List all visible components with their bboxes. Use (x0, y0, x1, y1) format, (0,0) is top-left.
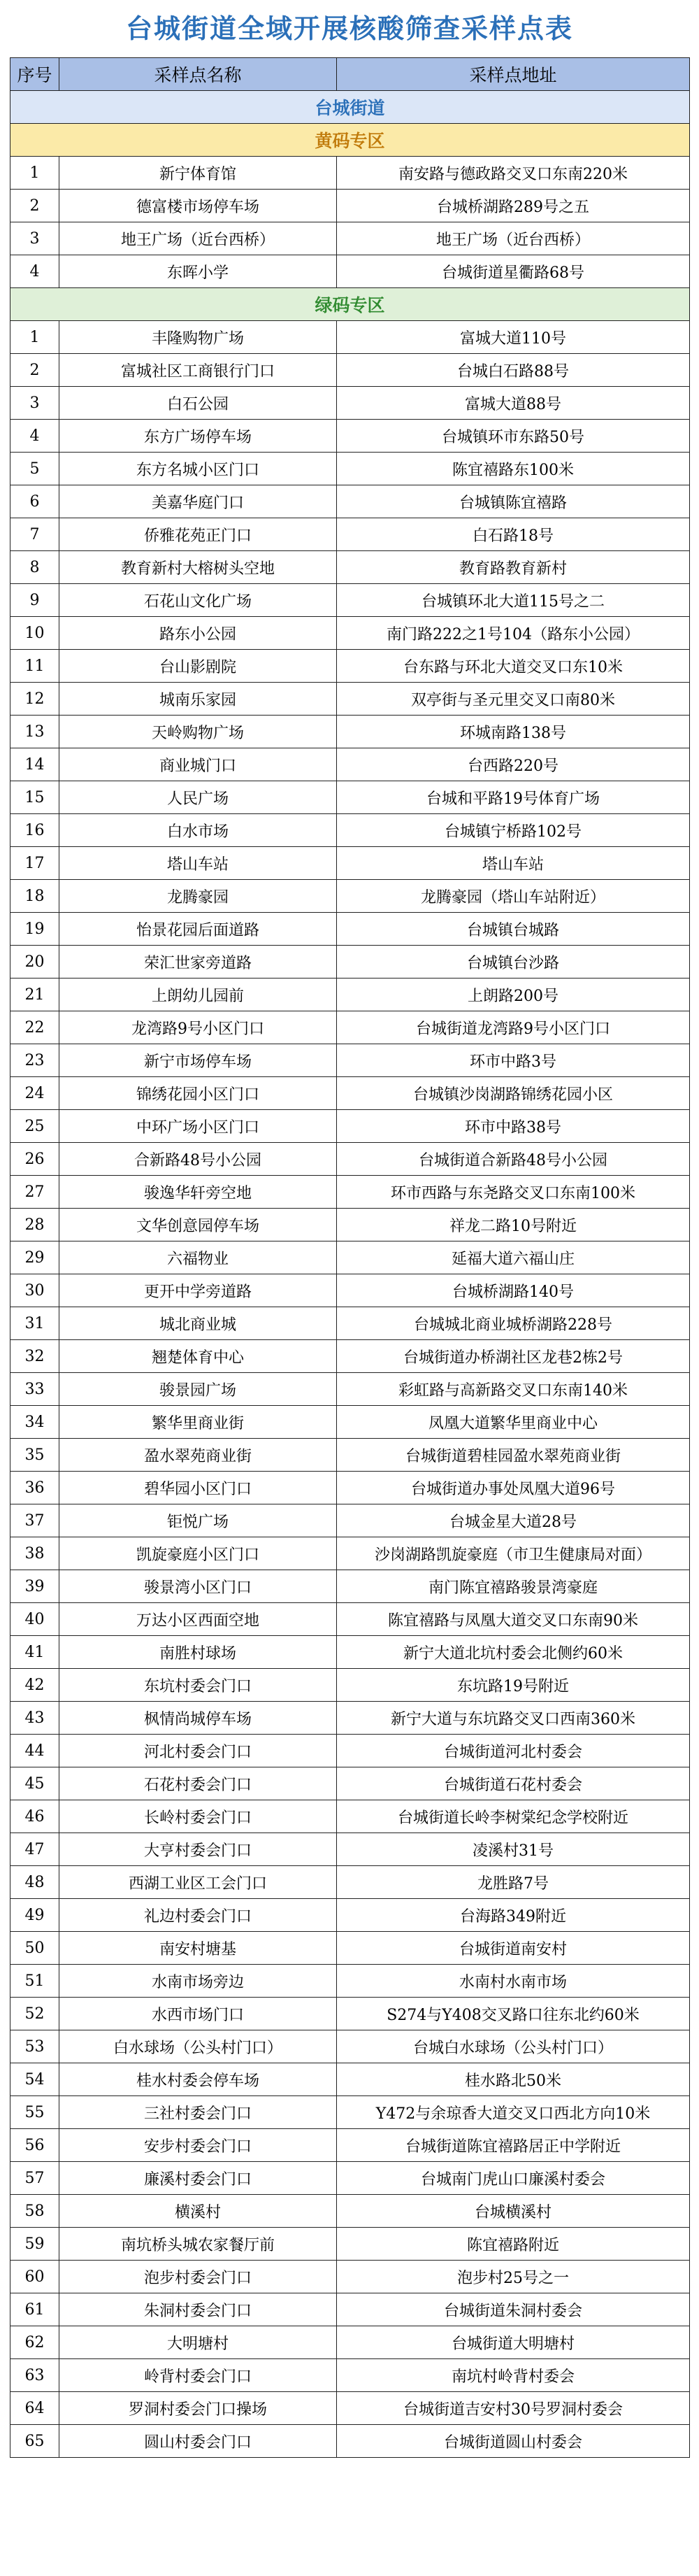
table-row (10, 2096, 690, 2129)
row-index: 33 (10, 1373, 59, 1406)
table-row (10, 1767, 690, 1800)
table-row (10, 1209, 690, 1241)
row-index: 29 (10, 1241, 59, 1274)
table-row (10, 157, 690, 190)
table-row (10, 1735, 690, 1767)
row-index: 57 (10, 2162, 59, 2195)
site-address: 上朗路200号 (337, 979, 690, 1011)
table-row (10, 1702, 690, 1735)
row-index: 48 (10, 1866, 59, 1899)
site-name: 长岭村委会门口 (59, 1800, 337, 1833)
site-name: 东方名城小区门口 (59, 453, 337, 485)
row-index: 3 (10, 222, 59, 255)
site-name: 石花山文化广场 (59, 584, 337, 617)
site-address: 台城镇沙岗湖路锦绣花园小区 (337, 1077, 690, 1110)
table-row (10, 1176, 690, 1209)
table-row (10, 2326, 690, 2359)
row-index: 60 (10, 2261, 59, 2293)
site-name: 钜悦广场 (59, 1504, 337, 1537)
zone-row-yellow (10, 124, 690, 157)
row-index: 55 (10, 2096, 59, 2129)
row-index: 52 (10, 1998, 59, 2030)
site-name: 廉溪村委会门口 (59, 2162, 337, 2195)
row-index: 34 (10, 1406, 59, 1439)
row-index: 51 (10, 1965, 59, 1998)
site-name: 岭背村委会门口 (59, 2359, 337, 2392)
table-row (10, 2261, 690, 2293)
site-address: 教育路教育新村 (337, 551, 690, 584)
table-row (10, 650, 690, 683)
row-index: 27 (10, 1176, 59, 1209)
site-name: 罗洞村委会门口操场 (59, 2392, 337, 2425)
row-index: 5 (10, 453, 59, 485)
zone-label: 绿码专区 (10, 288, 690, 321)
site-name: 教育新村大榕树头空地 (59, 551, 337, 584)
table-row (10, 387, 690, 420)
row-index: 36 (10, 1472, 59, 1504)
site-name: 上朗幼儿园前 (59, 979, 337, 1011)
site-name: 安步村委会门口 (59, 2129, 337, 2162)
table-row (10, 1274, 690, 1307)
row-index: 40 (10, 1603, 59, 1636)
site-name: 塔山车站 (59, 847, 337, 880)
site-name: 万达小区西面空地 (59, 1603, 337, 1636)
table-row (10, 321, 690, 354)
table-row (10, 1603, 690, 1636)
row-index: 4 (10, 255, 59, 288)
site-address: 台城金星大道28号 (337, 1504, 690, 1537)
row-index: 49 (10, 1899, 59, 1932)
site-name: 锦绣花园小区门口 (59, 1077, 337, 1110)
row-index: 56 (10, 2129, 59, 2162)
site-address: 新宁大道与东坑路交叉口西南360米 (337, 1702, 690, 1735)
site-name: 更开中学旁道路 (59, 1274, 337, 1307)
site-name: 骏景湾小区门口 (59, 1570, 337, 1603)
table-row (10, 1833, 690, 1866)
site-address: 富城大道110号 (337, 321, 690, 354)
site-name: 河北村委会门口 (59, 1735, 337, 1767)
site-address: 台城街道办桥湖社区龙巷2栋2号 (337, 1340, 690, 1373)
row-index: 23 (10, 1044, 59, 1077)
site-name: 荣汇世家旁道路 (59, 946, 337, 979)
site-address: 陈宜禧路东100米 (337, 453, 690, 485)
row-index: 24 (10, 1077, 59, 1110)
row-index: 16 (10, 814, 59, 847)
table-row (10, 1241, 690, 1274)
table-row (10, 979, 690, 1011)
site-name: 怡景花园后面道路 (59, 913, 337, 946)
row-index: 10 (10, 617, 59, 650)
site-name: 六福物业 (59, 1241, 337, 1274)
site-name: 西湖工业区工会门口 (59, 1866, 337, 1899)
site-address: 南门路222之1号104（路东小公园） (337, 617, 690, 650)
site-address: 环市西路与东尧路交叉口东南100米 (337, 1176, 690, 1209)
site-name: 大亨村委会门口 (59, 1833, 337, 1866)
row-index: 8 (10, 551, 59, 584)
site-address: S274与Y408交叉路口往东北约60米 (337, 1998, 690, 2030)
sampling-sites-table (10, 57, 690, 2458)
row-index: 39 (10, 1570, 59, 1603)
site-name: 东晖小学 (59, 255, 337, 288)
site-name: 石花村委会门口 (59, 1767, 337, 1800)
row-index: 61 (10, 2293, 59, 2326)
row-index: 21 (10, 979, 59, 1011)
zone-row-green (10, 288, 690, 321)
table-row (10, 1439, 690, 1472)
site-address: 台城桥湖路289号之五 (337, 190, 690, 222)
site-address: 龙腾豪园（塔山车站附近） (337, 880, 690, 913)
site-address: 新宁大道北坑村委会北侧约60米 (337, 1636, 690, 1669)
site-name: 东坑村委会门口 (59, 1669, 337, 1702)
site-address: 台城镇台城路 (337, 913, 690, 946)
table-row (10, 1965, 690, 1998)
site-address: 台城镇陈宜禧路 (337, 485, 690, 518)
site-name: 南胜村球场 (59, 1636, 337, 1669)
table-row (10, 2030, 690, 2063)
site-name: 新宁市场停车场 (59, 1044, 337, 1077)
site-address: 凤凰大道繁华里商业中心 (337, 1406, 690, 1439)
row-index: 9 (10, 584, 59, 617)
row-index: 62 (10, 2326, 59, 2359)
site-address: 台城街道石花村委会 (337, 1767, 690, 1800)
site-address: 台城街道长岭李树棠纪念学校附近 (337, 1800, 690, 1833)
header-row (10, 58, 690, 91)
site-address: 台城白石路88号 (337, 354, 690, 387)
site-address: 水南村水南市场 (337, 1965, 690, 1998)
site-address: 台东路与环北大道交叉口东10米 (337, 650, 690, 683)
table-row (10, 1636, 690, 1669)
site-address: 台城街道吉安村30号罗洞村委会 (337, 2392, 690, 2425)
site-address: 南坑村岭背村委会 (337, 2359, 690, 2392)
row-index: 2 (10, 354, 59, 387)
row-index: 18 (10, 880, 59, 913)
site-address: 环市中路3号 (337, 1044, 690, 1077)
row-index: 59 (10, 2228, 59, 2261)
site-name: 合新路48号小公园 (59, 1143, 337, 1176)
row-index: 13 (10, 716, 59, 748)
site-name: 台山影剧院 (59, 650, 337, 683)
site-name: 丰隆购物广场 (59, 321, 337, 354)
site-address: 沙岗湖路凯旋豪庭（市卫生健康局对面） (337, 1537, 690, 1570)
table-row (10, 354, 690, 387)
site-name: 侨雅花苑正门口 (59, 518, 337, 551)
site-name: 凯旋豪庭小区门口 (59, 1537, 337, 1570)
table-row (10, 617, 690, 650)
site-name: 地王广场（近台西桥） (59, 222, 337, 255)
row-index: 47 (10, 1833, 59, 1866)
table-row (10, 814, 690, 847)
table-row (10, 1307, 690, 1340)
row-index: 3 (10, 387, 59, 420)
row-index: 30 (10, 1274, 59, 1307)
site-address: 台城街道朱洞村委会 (337, 2293, 690, 2326)
row-index: 26 (10, 1143, 59, 1176)
zone-label: 黄码专区 (10, 124, 690, 157)
table-row (10, 946, 690, 979)
table-row (10, 485, 690, 518)
table-row (10, 2228, 690, 2261)
row-index: 63 (10, 2359, 59, 2392)
row-index: 25 (10, 1110, 59, 1143)
site-name: 中环广场小区门口 (59, 1110, 337, 1143)
site-address: 台城街道合新路48号小公园 (337, 1143, 690, 1176)
table-row (10, 716, 690, 748)
row-index: 65 (10, 2425, 59, 2458)
header-name: 采样点名称 (59, 58, 337, 91)
site-name: 龙湾路9号小区门口 (59, 1011, 337, 1044)
row-index: 50 (10, 1932, 59, 1965)
table-row (10, 1110, 690, 1143)
table-row (10, 1504, 690, 1537)
site-name: 白水市场 (59, 814, 337, 847)
table-row (10, 1998, 690, 2030)
site-address: 台城和平路19号体育广场 (337, 781, 690, 814)
site-address: 台城镇环北大道115号之二 (337, 584, 690, 617)
row-index: 7 (10, 518, 59, 551)
table-row (10, 222, 690, 255)
site-name: 盈水翠苑商业街 (59, 1439, 337, 1472)
site-address: 祥龙二路10号附近 (337, 1209, 690, 1241)
site-address: 桂水路北50米 (337, 2063, 690, 2096)
site-address: 环城南路138号 (337, 716, 690, 748)
site-address: 陈宜禧路与凤凰大道交叉口东南90米 (337, 1603, 690, 1636)
site-address: 龙胜路7号 (337, 1866, 690, 1899)
site-name: 桂水村委会停车场 (59, 2063, 337, 2096)
site-name: 南坑桥头城农家餐厅前 (59, 2228, 337, 2261)
table-row (10, 2293, 690, 2326)
table-row (10, 1899, 690, 1932)
row-index: 6 (10, 485, 59, 518)
row-index: 28 (10, 1209, 59, 1241)
table-row (10, 190, 690, 222)
site-name: 横溪村 (59, 2195, 337, 2228)
page-title: 台城街道全域开展核酸筛查采样点表 (125, 13, 573, 44)
site-address: 台城白水球场（公头村门口） (337, 2030, 690, 2063)
table-row (10, 1800, 690, 1833)
header-index: 序号 (10, 58, 59, 91)
row-index: 53 (10, 2030, 59, 2063)
site-address: 台城镇台沙路 (337, 946, 690, 979)
table-row (10, 2063, 690, 2096)
table-row (10, 880, 690, 913)
table-row (10, 453, 690, 485)
site-address: 塔山车站 (337, 847, 690, 880)
site-address: 台城街道碧桂园盈水翠苑商业街 (337, 1439, 690, 1472)
site-name: 大明塘村 (59, 2326, 337, 2359)
table-row (10, 683, 690, 716)
site-address: 双亭街与圣元里交叉口南80米 (337, 683, 690, 716)
table-row (10, 2425, 690, 2458)
site-name: 朱洞村委会门口 (59, 2293, 337, 2326)
site-name: 碧华园小区门口 (59, 1472, 337, 1504)
table-row (10, 2195, 690, 2228)
site-name: 南安村塘基 (59, 1932, 337, 1965)
site-address: 台西路220号 (337, 748, 690, 781)
site-name: 城北商业城 (59, 1307, 337, 1340)
table-row (10, 1143, 690, 1176)
site-address: 台城南门虎山口廉溪村委会 (337, 2162, 690, 2195)
site-address: 南安路与德政路交叉口东南220米 (337, 157, 690, 190)
row-index: 38 (10, 1537, 59, 1570)
table-row (10, 1472, 690, 1504)
site-address: 台城街道河北村委会 (337, 1735, 690, 1767)
site-address: Y472与余琼香大道交叉口西北方向10米 (337, 2096, 690, 2129)
site-name: 白水球场（公头村门口） (59, 2030, 337, 2063)
row-index: 4 (10, 420, 59, 453)
table-row (10, 255, 690, 288)
row-index: 19 (10, 913, 59, 946)
row-index: 42 (10, 1669, 59, 1702)
table-row (10, 781, 690, 814)
site-name: 枫情尚城停车场 (59, 1702, 337, 1735)
site-name: 白石公园 (59, 387, 337, 420)
site-address: 台城街道龙湾路9号小区门口 (337, 1011, 690, 1044)
table-row (10, 1570, 690, 1603)
site-name: 新宁体育馆 (59, 157, 337, 190)
district-row (10, 91, 690, 124)
table-row (10, 1932, 690, 1965)
site-address: 东坑路19号附近 (337, 1669, 690, 1702)
row-index: 54 (10, 2063, 59, 2096)
table-row (10, 518, 690, 551)
site-name: 城南乐家园 (59, 683, 337, 716)
site-address: 台城街道南安村 (337, 1932, 690, 1965)
site-name: 商业城门口 (59, 748, 337, 781)
site-address: 台海路349附近 (337, 1899, 690, 1932)
row-index: 14 (10, 748, 59, 781)
site-address: 台城街道星衢路68号 (337, 255, 690, 288)
table-row (10, 1866, 690, 1899)
site-address: 台城城北商业城桥湖路228号 (337, 1307, 690, 1340)
row-index: 31 (10, 1307, 59, 1340)
row-index: 46 (10, 1800, 59, 1833)
table-row (10, 584, 690, 617)
site-address: 彩虹路与高新路交叉口东南140米 (337, 1373, 690, 1406)
site-name: 泡步村委会门口 (59, 2261, 337, 2293)
site-name: 水西市场门口 (59, 1998, 337, 2030)
site-address: 台城横溪村 (337, 2195, 690, 2228)
row-index: 32 (10, 1340, 59, 1373)
site-address: 白石路18号 (337, 518, 690, 551)
site-address: 富城大道88号 (337, 387, 690, 420)
header-address: 采样点地址 (337, 58, 690, 91)
site-name: 德富楼市场停车场 (59, 190, 337, 222)
site-name: 圆山村委会门口 (59, 2425, 337, 2458)
row-index: 1 (10, 321, 59, 354)
table-row (10, 2129, 690, 2162)
site-name: 翘楚体育中心 (59, 1340, 337, 1373)
site-address: 凌溪村31号 (337, 1833, 690, 1866)
site-address: 陈宜禧路附近 (337, 2228, 690, 2261)
site-address: 环市中路38号 (337, 1110, 690, 1143)
row-index: 41 (10, 1636, 59, 1669)
table-row (10, 2162, 690, 2195)
table-row (10, 1406, 690, 1439)
row-index: 2 (10, 190, 59, 222)
row-index: 44 (10, 1735, 59, 1767)
site-address: 南门陈宜禧路骏景湾豪庭 (337, 1570, 690, 1603)
table-row (10, 748, 690, 781)
site-name: 骏景园广场 (59, 1373, 337, 1406)
site-address: 台城街道圆山村委会 (337, 2425, 690, 2458)
site-name: 美嘉华庭门口 (59, 485, 337, 518)
row-index: 12 (10, 683, 59, 716)
table-row (10, 1669, 690, 1702)
row-index: 11 (10, 650, 59, 683)
site-name: 骏逸华轩旁空地 (59, 1176, 337, 1209)
site-address: 台城桥湖路140号 (337, 1274, 690, 1307)
site-address: 地王广场（近台西桥） (337, 222, 690, 255)
table-row (10, 847, 690, 880)
site-address: 台城街道大明塘村 (337, 2326, 690, 2359)
table-row (10, 1373, 690, 1406)
site-name: 三社村委会门口 (59, 2096, 337, 2129)
site-name: 水南市场旁边 (59, 1965, 337, 1998)
table-row (10, 1537, 690, 1570)
row-index: 22 (10, 1011, 59, 1044)
site-name: 富城社区工商银行门口 (59, 354, 337, 387)
site-name: 文华创意园停车场 (59, 1209, 337, 1241)
table-row (10, 551, 690, 584)
table-row (10, 420, 690, 453)
row-index: 45 (10, 1767, 59, 1800)
site-name: 天岭购物广场 (59, 716, 337, 748)
table-row (10, 2359, 690, 2392)
table-body (10, 91, 690, 2458)
site-name: 龙腾豪园 (59, 880, 337, 913)
site-name: 礼边村委会门口 (59, 1899, 337, 1932)
row-index: 64 (10, 2392, 59, 2425)
row-index: 58 (10, 2195, 59, 2228)
site-name: 路东小公园 (59, 617, 337, 650)
site-address: 延福大道六福山庄 (337, 1241, 690, 1274)
site-address: 台城街道办事处凤凰大道96号 (337, 1472, 690, 1504)
row-index: 43 (10, 1702, 59, 1735)
site-address: 泡步村25号之一 (337, 2261, 690, 2293)
site-address: 台城街道陈宜禧路居正中学附近 (337, 2129, 690, 2162)
table-row (10, 2392, 690, 2425)
table-row (10, 1077, 690, 1110)
district-label: 台城街道 (10, 91, 690, 124)
site-name: 繁华里商业街 (59, 1406, 337, 1439)
table-row (10, 913, 690, 946)
site-address: 台城镇环市东路50号 (337, 420, 690, 453)
site-name: 东方广场停车场 (59, 420, 337, 453)
row-index: 15 (10, 781, 59, 814)
row-index: 17 (10, 847, 59, 880)
row-index: 37 (10, 1504, 59, 1537)
row-index: 1 (10, 157, 59, 190)
table-row (10, 1340, 690, 1373)
row-index: 20 (10, 946, 59, 979)
site-address: 台城镇宁桥路102号 (337, 814, 690, 847)
table-row (10, 1044, 690, 1077)
site-name: 人民广场 (59, 781, 337, 814)
table-row (10, 1011, 690, 1044)
row-index: 35 (10, 1439, 59, 1472)
